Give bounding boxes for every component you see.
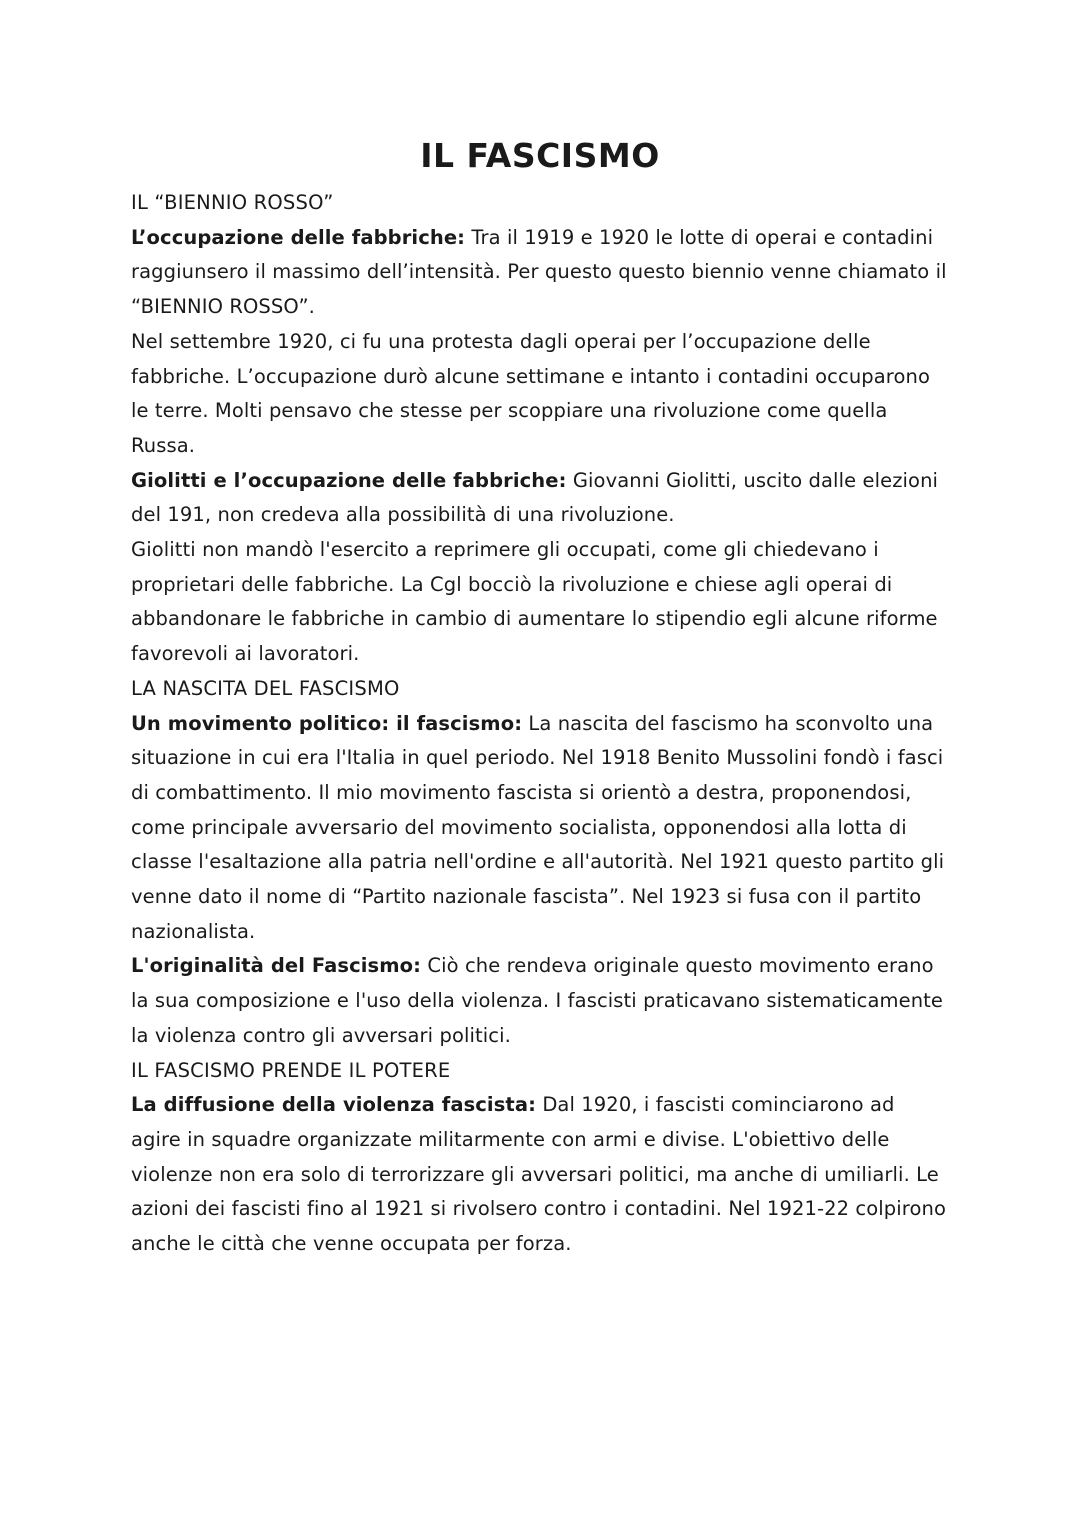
paragraph-text: La nascita del fascismo ha sconvolto una situazione in cui era l'Italia in quel periodo. Nel 1918 Benito Mussolini fondò i fasci di combattimento. Il mio movimento fascista si orientò a destra, proponendosi, come principale avversario del movimento socialista, opponendosi alla lotta di classe l'esaltazione alla patria nell'ordine e all'autorità. Nel 1921 questo partito gli venne dato il nome di “Partito nazionale fascista”. Nel 1923 si fusa con il partito nazionalista. (131, 711, 945, 943)
section-heading-biennio-rosso: IL “BIENNIO ROSSO” (131, 191, 334, 214)
paragraph-text: Nel settembre 1920, ci fu una protesta dagli operai per l’occupazione delle fabbriche. L’occupazione durò alcune settimane e intanto i contadini occuparono le terre. Molti pensavo che stesse per scoppiare una rivoluzione come quella Russa. (131, 329, 931, 457)
paragraph-movimento-politico (131, 707, 949, 950)
paragraph-lead: L’occupazione delle fabbriche: (131, 225, 466, 249)
paragraph-text: Dal 1920, i fascisti cominciarono ad agire in squadre organizzate militarmente con armi e divise. L'obiettivo delle violenze non era solo di terrorizzare gli avversari politici, ma anche di umiliarli. Le azioni dei fascisti fino al 1921 si rivolsero contro i contadini. Nel 1921-22 colpirono anche le città che venne occupata per forza. (131, 1093, 946, 1256)
paragraph-text: Tra il 1919 e 1920 le lotte di operai e contadini raggiunsero il massimo dell’intensità. Per questo questo biennio venne chiamato il “BIENNIO ROSSO”. (131, 225, 947, 319)
paragraph-settembre-1920 (131, 325, 949, 464)
paragraph-text: Ciò che rendeva originale questo movimento erano la sua composizione e l'uso della violenza. I fascisti praticavano sistematicamente la violenza contro gli avversari politici. (131, 954, 944, 1047)
document-title: IL FASCISMO (420, 136, 660, 175)
paragraph-occupazione-fabbriche (131, 221, 949, 325)
paragraph-giolitti-esercito (131, 533, 949, 672)
section-heading-prende-potere: IL FASCISMO PRENDE IL POTERE (131, 1058, 451, 1082)
paragraph-lead: L'originalità del Fascismo: (131, 954, 422, 978)
paragraph-lead: Un movimento politico: il fascismo: (131, 711, 523, 735)
section-heading-nascita-fascismo: LA NASCITA DEL FASCISMO (131, 676, 400, 700)
paragraph-text: Giolitti non mandò l'esercito a reprimere gli occupati, come gli chiedevano i proprietari delle fabbriche. La Cgl bocciò la rivoluzione e chiese agli operai di abbandonare le fabbriche in cambio di aumentare lo stipendio egli alcune riforme favorevoli ai lavoratori. (131, 538, 938, 666)
paragraph-originalita (131, 949, 949, 1053)
paragraph-lead: La diffusione della violenza fascista: (131, 1093, 537, 1117)
paragraph-lead: Giolitti e l’occupazione delle fabbriche: (131, 468, 567, 492)
paragraph-text: Giovanni Giolitti, uscito dalle elezioni del 191, non credeva alla possibilità di una rivoluzione. (131, 468, 939, 527)
document-page (131, 132, 949, 1262)
paragraph-diffusione-violenza (131, 1088, 949, 1262)
paragraph-giolitti (131, 464, 949, 533)
